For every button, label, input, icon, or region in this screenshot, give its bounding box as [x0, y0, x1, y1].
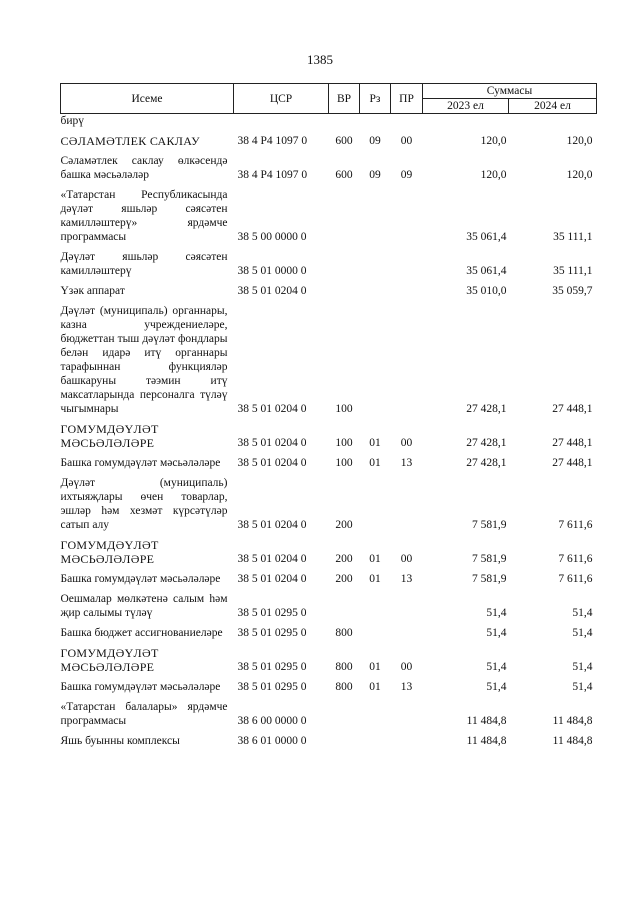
row-csr: 38 4 Р4 1097 0 — [237, 169, 308, 181]
row-sum-2024: 27 448,1 — [552, 403, 593, 415]
row-rz: 01 — [369, 437, 381, 449]
row-vr — [329, 182, 360, 244]
row-vr: 100 — [335, 403, 353, 415]
row-sum-2024 — [509, 114, 597, 129]
table-row — [61, 674, 597, 694]
row-pr — [391, 244, 423, 278]
row-rz: 01 — [369, 661, 381, 673]
row-name: Яшь буынны комплексы — [60, 735, 180, 747]
row-sum-2023: 7 581,9 — [472, 573, 507, 585]
row-pr: 00 — [400, 553, 413, 565]
row-vr — [329, 586, 360, 620]
row-vr: 200 — [335, 553, 353, 565]
table-row — [61, 182, 597, 244]
row-csr: 38 6 00 0000 0 — [237, 715, 307, 727]
table-row — [61, 620, 597, 640]
row-name: ГОМУМДӘҮЛӘТ МӘСЬӘЛӘЛӘРЕ — [60, 422, 159, 450]
row-vr: 100 — [335, 457, 353, 469]
row-vr — [329, 278, 360, 298]
row-sum-2024: 35 111,1 — [553, 265, 593, 277]
row-pr: 13 — [400, 457, 413, 469]
row-csr: 38 5 00 0000 0 — [237, 231, 307, 243]
table-row — [61, 566, 597, 586]
row-rz: 01 — [369, 457, 381, 469]
row-name: Башка гомумдәүләт мәсьәләләре — [60, 573, 221, 585]
header-rz: Рз — [360, 84, 391, 114]
row-sum-2023: 51,4 — [486, 607, 507, 619]
row-vr: 800 — [335, 681, 353, 693]
row-sum-2023: 120,0 — [480, 169, 507, 181]
row-pr — [391, 586, 423, 620]
header-vr: ВР — [329, 84, 360, 114]
row-name: Сәламәтлек саклау өлкәсендә башка мәсьәләләр — [60, 155, 228, 181]
row-name: Дәүләт (муниципаль) ихтыяҗлары өчен товарлар, эшләр һәм хезмәт күрсәтүләр сатып алу — [60, 477, 228, 531]
table-row — [61, 278, 597, 298]
row-pr: 00 — [400, 135, 413, 147]
row-rz — [360, 586, 391, 620]
row-sum-2024: 51,4 — [572, 607, 593, 619]
table-row — [61, 586, 597, 620]
row-rz: 09 — [369, 135, 381, 147]
row-vr: 800 — [335, 661, 353, 673]
row-sum-2023: 11 484,8 — [466, 735, 507, 747]
row-sum-2023: 27 428,1 — [466, 457, 507, 469]
row-name: ГОМУМДӘҮЛӘТ МӘСЬӘЛӘЛӘРЕ — [60, 538, 159, 566]
row-pr — [391, 114, 423, 129]
row-pr — [391, 620, 423, 640]
table-row — [61, 470, 597, 532]
table-body — [61, 114, 597, 749]
row-rz: 09 — [369, 169, 381, 181]
row-sum-2024: 35 059,7 — [552, 285, 593, 297]
row-name: ГОМУМДӘҮЛӘТ МӘСЬӘЛӘЛӘРЕ — [60, 646, 159, 674]
row-vr — [329, 114, 360, 129]
row-pr: 00 — [400, 437, 413, 449]
row-sum-2024: 51,4 — [572, 681, 593, 693]
row-pr: 00 — [400, 661, 413, 673]
row-rz — [360, 298, 391, 416]
row-sum-2023: 7 581,9 — [472, 519, 507, 531]
row-pr — [391, 728, 423, 748]
table-row — [61, 244, 597, 278]
row-sum-2023: 7 581,9 — [472, 553, 507, 565]
row-name: СӘЛАМӘТЛЕК САКЛАУ — [60, 134, 200, 148]
row-csr: 38 5 01 0204 0 — [237, 437, 307, 449]
header-sums: Суммасы — [423, 84, 597, 99]
row-rz — [360, 114, 391, 129]
row-rz — [360, 182, 391, 244]
row-name: Оешмалар мөлкәтенә салым һәм җир салымы түләү — [60, 593, 228, 619]
header-pr: ПР — [391, 84, 423, 114]
row-rz — [360, 244, 391, 278]
row-rz — [360, 728, 391, 748]
row-sum-2023: 11 484,8 — [466, 715, 507, 727]
row-csr — [234, 114, 329, 129]
row-name: «Татарстан Республикасында дәүләт яшьләр сәясәтен камилләштерү» ярдәмче программасы — [60, 189, 228, 243]
row-sum-2024: 51,4 — [572, 627, 593, 639]
row-sum-2024: 7 611,6 — [558, 573, 593, 585]
row-pr: 13 — [400, 681, 413, 693]
row-vr — [329, 244, 360, 278]
row-csr: 38 5 01 0204 0 — [237, 573, 307, 585]
row-vr: 600 — [335, 135, 353, 147]
row-pr — [391, 470, 423, 532]
row-vr — [329, 728, 360, 748]
row-sum-2023: 51,4 — [486, 627, 507, 639]
header-csr: ЦСР — [234, 84, 329, 114]
header-year-2024: 2024 ел — [509, 99, 597, 114]
row-csr: 38 5 01 0000 0 — [237, 265, 307, 277]
row-name: Башка гомумдәүләт мәсьәләләре — [60, 457, 221, 469]
row-sum-2024: 11 484,8 — [552, 715, 593, 727]
row-pr — [391, 278, 423, 298]
row-name: Дәүләт яшьләр сәясәтен камилләштерү — [60, 251, 228, 277]
row-sum-2024: 35 111,1 — [553, 231, 593, 243]
row-sum-2024: 7 611,6 — [558, 553, 593, 565]
budget-table — [60, 83, 597, 748]
row-pr — [391, 182, 423, 244]
row-csr: 38 5 01 0295 0 — [237, 607, 307, 619]
row-csr: 38 5 01 0295 0 — [237, 627, 307, 639]
row-vr: 200 — [335, 519, 353, 531]
row-sum-2023 — [423, 114, 509, 129]
row-sum-2024: 120,0 — [566, 135, 593, 147]
row-sum-2024: 27 448,1 — [552, 457, 593, 469]
row-pr — [391, 298, 423, 416]
row-pr: 13 — [400, 573, 413, 585]
row-pr: 09 — [400, 169, 413, 181]
row-sum-2024: 7 611,6 — [558, 519, 593, 531]
row-name: «Татарстан балалары» ярдәмче программасы — [60, 701, 228, 727]
row-rz: 01 — [369, 681, 381, 693]
row-csr: 38 5 01 0204 0 — [237, 285, 307, 297]
row-sum-2023: 51,4 — [486, 661, 507, 673]
table-row — [61, 114, 597, 129]
row-csr: 38 4 Р4 1097 0 — [237, 135, 308, 147]
row-name: Башка гомумдәүләт мәсьәләләре — [60, 681, 221, 693]
row-rz — [360, 470, 391, 532]
row-csr: 38 5 01 0295 0 — [237, 661, 307, 673]
row-sum-2023: 35 061,4 — [466, 231, 507, 243]
row-pr — [391, 694, 423, 728]
table-row — [61, 694, 597, 728]
table-row — [61, 532, 597, 566]
row-rz: 01 — [369, 573, 381, 585]
row-vr: 100 — [335, 437, 353, 449]
row-sum-2024: 27 448,1 — [552, 437, 593, 449]
row-csr: 38 5 01 0204 0 — [237, 457, 307, 469]
row-sum-2023: 51,4 — [486, 681, 507, 693]
header-year-2023: 2023 ел — [423, 99, 509, 114]
row-csr: 38 6 01 0000 0 — [237, 735, 307, 747]
table-row — [61, 728, 597, 748]
table-row — [61, 640, 597, 674]
table-row — [61, 450, 597, 470]
row-name: Үзәк аппарат — [60, 285, 125, 297]
row-sum-2023: 35 010,0 — [466, 285, 507, 297]
row-name: Дәүләт (муниципаль) органнары, казна учреждениеләре, бюджеттан тыш дәүләт фондлары белән идарә итү органнары тарафыннан функцияләр башкаруны тәэмин итү максатларында персоналга түләү чыгымнары — [60, 305, 228, 415]
row-sum-2023: 35 061,4 — [466, 265, 507, 277]
table-row — [61, 148, 597, 182]
row-vr: 600 — [335, 169, 353, 181]
row-vr — [329, 694, 360, 728]
row-sum-2023: 120,0 — [480, 135, 507, 147]
row-csr: 38 5 01 0295 0 — [237, 681, 307, 693]
table-row — [61, 298, 597, 416]
row-csr: 38 5 01 0204 0 — [237, 403, 307, 415]
row-sum-2023: 27 428,1 — [466, 403, 507, 415]
row-csr: 38 5 01 0204 0 — [237, 553, 307, 565]
row-rz — [360, 620, 391, 640]
row-vr: 200 — [335, 573, 353, 585]
row-sum-2024: 120,0 — [566, 169, 593, 181]
table-row — [61, 128, 597, 148]
row-rz: 01 — [369, 553, 381, 565]
row-rz — [360, 694, 391, 728]
header-name: Исеме — [61, 84, 234, 114]
row-sum-2023: 27 428,1 — [466, 437, 507, 449]
row-vr: 800 — [335, 627, 353, 639]
row-name: Башка бюджет ассигнованиеләре — [60, 627, 223, 639]
row-name: бирү — [60, 115, 85, 127]
table-header — [61, 84, 597, 114]
table-row — [61, 416, 597, 450]
row-rz — [360, 278, 391, 298]
page-number: 1385 — [307, 52, 333, 67]
row-sum-2024: 11 484,8 — [552, 735, 593, 747]
row-csr: 38 5 01 0204 0 — [237, 519, 307, 531]
row-sum-2024: 51,4 — [572, 661, 593, 673]
